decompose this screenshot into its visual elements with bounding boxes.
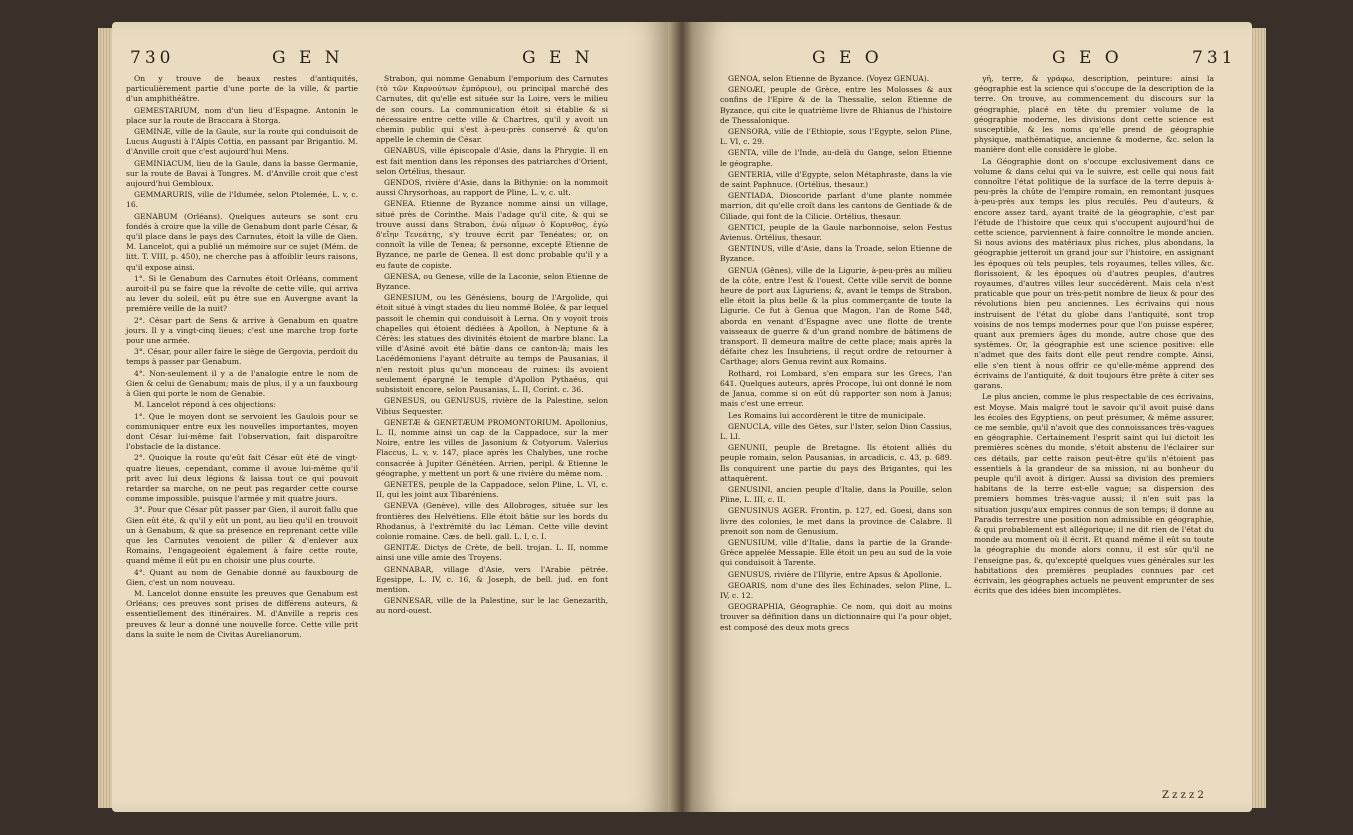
right-column-2: γῆ, terre, & γράφω, description, peinture: ainsi la géographie est la science qui s'occupe de la description de la terre. On trouve, au commencement du discours sur la géographie, placé en tête du premier volume de la géographie moderne, les divisions dont cette science est susceptible, & les noms qu'elle prend de géographie physique, mathématique, ancienne & moderne, &c. selon la manière dont elle considère le globe. La Géographie dont on s'occupe exclusivement dans ce volume & dans celui qui va le suivre, est celle qui nous fait connoître l'état politique de la surface de la terre depuis à-peu-près la chûte de l'empire romain, en remontant jusques à-peu-près aux temps les plus reculés. Peu d'auteurs, & encore assez tard, ayant traité de la géographie, c'est par l'étude de l'histoire que ceux qui s'occupent aujourd'hui de cette science, parviennent à faire connoître le monde ancien. Si nous avions des matériaux plus riches, plus abondans, la géographie jetteroit un grand jour sur l'histoire, en assignant les époques où tels peuples, tels royaumes, telles villes, &c. florissoient, & les époques où d'autres peuples, d'autres royaumes, d'autres villes leur succédèrent. Mais cela n'est praticable que pour un très-petit nombre de lieux & pour des révolutions bien peu anciennes. Les écrivains qui nous instruisent de l'état du globe dans l'antiquité, sont trop voisins de nos temps modernes pour que l'on puisse espérer, quant aux premiers âges du monde, autre chose que des systèmes. Or, la géographie est une science positive: elle n'admet que des faits dont elle peut rendre compte. Ainsi, elle s'en tient à nous offrir ce qu'elle-même apprend des écrivains de l'antiquité, & doit toujours être prête à citer ses garans. Le plus ancien, comme le plus respectable de ces écrivains, est Moyse. Mais malgré tout le savoir qu'il avoit puisé dans les écoles des Egyptiens, on peut présumer, & même assurer, ce me semble, qu'il n'avoit que des connoissances très-vagues en géographie. Certainement l'esprit saint qui lui dictoit les premières scènes du monde, s'étoit abstenu de l'éclairer sur ces détails, par cette raison peut-être qu'ils n'étoient pas essentiels à la grandeur de sa mission, ni au bonheur du peuple qu'il avoit à diriger. Aussi sa division des premiers habitans de la terre est-elle vague; sa dispersion des premiers hommes très-vague aussi; il n'en suit pas la situation jusqu'aux empires connus de son temps; il donne au Paradis terrestre une position non admissible en géographie, & qui probablement est allégorique; il ne dit rien de l'état du monde au moment où il écrit. Et quand même il eût su toute la géographie du monde alors connu, il est sûr qu'il ne l'enseigne pas, &, qu'excepté quelques vues générales sur les habitations des premières peuplades connues par cet écrivain, les géographes actuels ne peuvent emprunter de ses écrits que des idées bien incomplètes. <box>974 74 1214 596</box>
page-edges-right <box>1250 28 1266 808</box>
right-column-1: GENOA, selon Etienne de Byzance. (Voyez GENUA). GENOÆI, peuple de Grèce, entre les Molosses & aux confins de l'Epire & de la Thessalie, selon Etienne de Byzance, qui cite le quatrième livre de Rhianus de l'histoire de Thessalonique. GENSORA, ville de l'Ethiopie, sous l'Egypte, selon Pline, L. VI, c. 29. GENTA, ville de l'Inde, au-delà du Gange, selon Etienne le géographe. GENTERIA, ville d'Egypte, selon Métaphraste, dans la vie de saint Paphnuce. (Ortélius, thesaur.) GENTIADA. Dioscoride parlant d'une plante nommée marrion, dit qu'elle croît dans les cantons de Gentiade & de Ciliade, qui font de la Cilicie. Ortélius, thesaur. GENTICI, peuple de la Gaule narbonnoise, selon Festus Avienus. Ortélius, thesaur. GENTINUS, ville d'Asie, dans la Troade, selon Etienne de Byzance. GENUA (Gênes), ville de la Ligurie, à-peu-près au milieu de la côte, entre l'est & l'ouest. Cette ville servit de bonne heure de port aux Liguriens; &, avant le temps de Strabon, elle étoit la plus belle & la plus commerçante de toute la Ligurie. Ce fut à Genua que Magon, l'an de Rome 548, aborda en venant d'Espagne avec une flotte de trente vaisseaux de guerre & d'un grand nombre de bâtimens de transport. Il demeura maître de cette place; mais après la défaite chez les Insubriens, il reçut ordre de retourner à Carthage; alors Genua revint aux Romains. Rothard, roi Lombard, s'en empara sur les Grecs, l'an 641. Quelques auteurs, après Procope, lui ont donné le nom de Janua, comme si on eût dû rapporter son nom à Janus; mais c'est une erreur. Les Romains lui accordèrent le titre de municipale. GENUCLA, ville des Gètes, sur l'Ister, selon Dion Cassius, L. LI. GENUNII, peuple de Bretagne. Ils étoient alliés du peuple romain, selon Pausanias, in arcadicis, c. 43, p. 689. Ils conquirent une partie du pays des Brigantes, qui les attaquèrent. GENUSINI, ancien peuple d'Italie, dans la Pouille, selon Pline, L. III, c. II. GENUSINUS AGER. Frontin, p. 127, ed. Goesi, dans son livre des colonies, le met dans la province de Calabre. Il prenoit son nom de Genusium. GENUSIUM, ville d'Italie, dans la partie de la Grande-Grèce appelée Messapie. Elle étoit un peu au sud de la voie qui conduisoit à Tarente. GENUSUS, rivière de l'Illyrie, entre Apsus & Apollonie. GEOARIS, nom d'une des îles Echinades, selon Pline, L. IV, c. 12. GEOGRAPHIA, Géographie. Ce nom, qui doit au moins trouver sa définition dans un dictionnaire qui l'a pour objet, est composé des deux mots grecs <box>720 74 952 632</box>
right-header-geo-1: G E O <box>812 48 883 68</box>
right-header-geo-2: G E O <box>1052 48 1123 68</box>
left-page-number: 730 <box>130 48 175 68</box>
right-page-number: 731 <box>1192 48 1237 68</box>
left-page <box>112 22 672 812</box>
left-column-1: On y trouve de beaux restes d'antiquités, particulièrement partie d'une porte de la ville, & partie d'un amphithéâtre. GEMESTARIUM, nom d'un lieu d'Espagne. Antonin le place sur la route de Braccara à Storga. GEMINÆ, ville de la Gaule, sur la route qui conduisoit de Lucus Augusti à l'Alpis Cottia, en passant par Brigantio. M. d'Anville croit que c'est aujourd'hui Mens. GEMINIACUM, lieu de la Gaule, dans la basse Germanie, sur la route de Bavai à Tongres. M. d'Anville croit que c'est aujourd'hui Gembloux. GEMMARURIS, ville de l'Idumée, selon Ptolemée, L. v, c. 16. GENABUM (Orléans). Quelques auteurs se sont cru fondés à croire que la ville de Genabum dont parle César, & qu'il place dans le pays des Carnutes, étoit la ville de Gien. M. Lancelot, qui a publié un mémoire sur ce sujet (Mém. de litt. T. VIII, p. 450), ne cherche pas à affoiblir leurs raisons, qu'il expose ainsi. 1°. Si le Genabum des Carnutes étoit Orléans, comment auroit-il pu se faire que la révolte de cette ville, qui arriva au lever du soleil, eût pu être sue en Auvergne avant la première veille de la nuit? 2°. César part de Sens & arrive à Genabum en quatre jours. Il y a vingt-cinq lieues; c'est une marche trop forte pour une armée. 3°. César, pour aller faire le siège de Gergovia, perdoit du temps à passer par Genabum. 4°. Non-seulement il y a de l'analogie entre le nom de Gien & celui de Genabum; mais de plus, il y a un fauxbourg à Gien qui porte le nom de Genabie. M. Lancelot répond à ces objections: 1°. Que le moyen dont se servoient les Gaulois pour se communiquer entre eux les nouvelles importantes, moyen dont César lui-même fait l'observation, fait disparoître l'obstacle de la distance. 2°. Quoique la route qu'eût fait César eût été de vingt-quatre lieues, cependant, comme il avoue lui-même qu'il prit avec lui deux légions & laissa tout ce qui pouvoit retarder sa marche, on ne peut pas regarder cette course comme impossible, puisque l'armée y mit quatre jours. 3°. Pour que César pût passer par Gien, il auroit fallu que Gien eût été, & qu'il y eût un pont, au lieu qu'il en trouvoit un à Genabum, & que sa présence en reprenant cette ville que les Carnutes venoient de piller & d'enlever aux Romains, l'engageoient également à faire cette route, quand même il eût pu en choisir une plus courte. 4°. Quant au nom de Genabie donné au fauxbourg de Gien, c'est un nom nouveau. M. Lancelot donne ensuite les preuves que Genabum est Orléans; ces preuves sont prises de différens auteurs, & essentiellement des itinéraires. M. d'Anville a repris ces preuves & leur a donné une nouvelle force. Cette ville prit dans la suite le nom de Civitas Aurelianorum. <box>126 74 358 639</box>
left-header-gen-1: G E N <box>272 48 344 68</box>
left-header-gen-2: G E N <box>522 48 594 68</box>
left-column-2: Strabon, qui nomme Genabum l'emporium des Carnutes (τὸ τῶν Καρνούτων ἐμπόριον), ou principal marché des Carnutes, dit qu'elle est située sur la Loire, vers le milieu de son cours. La communication étoit si établie & si nécessaire entre cette ville & Chartres, qu'il y avoit un chemin public qui s'est à-peu-près conservé & qu'on appelle le chemin de César. GENABUS, ville épiscopale d'Asie, dans la Phrygie. Il en est fait mention dans les réponses des patriarches d'Orient, selon Ortélius, thesaur. GENDOS, rivière d'Asie, dans la Bithynie: on la nommoit aussi Chrysorhoas, au rapport de Pline, L. v, c. ult. GENEA. Etienne de Byzance nomme ainsi un village, situé près de Corinthe. Mais l'adage qu'il cite, & qui se trouve aussi dans Strabon, ἐνὼ αἴμων ὁ Κορινθος, ἐγὼ δ'εἴην Τενεάτης, s'y trouve écrit par Tenéates; or, on connoît la ville de Tenea; & personne, excepté Etienne de Byzance, ne parle de Genea. Il est donc probable qu'il y a eu faute de copiste. GENESA, ou Genese, ville de la Laconie, selon Etienne de Byzance. GENESIUM, ou les Génésiens, bourg de l'Argolide, qui étoit situé à vingt stades du lieu nommé Bolée, & par lequel passoit le chemin qui conduisoit à Lerna. On y voyoit trois chapelles qui étoient dédiées à Apollon, à Neptune & à Cérès: les statues des divinités étoient de marbre blanc. La ville d'Asiné avoit été bâtie dans ce canton-là; mais les Lacédémoniens l'ayant détruite au temps de Pausanias, il n'en restoit plus qu'un monceau de ruines: ils avoient seulement épargné le temple d'Apollon Pythaéus, qui subsistoit encore, selon Pausanias, L. II, Corint. c. 36. GENESUS, ou GENUSUS, rivière de la Palestine, selon Vibius Sequester. GENETÆ & GENETÆUM PROMONTORIUM. Apollonius, L. II, nomme ainsi un cap de la Cappadoce, sur la mer Noire, entre les villes de Jasonium & Cotyorum. Valerius Flaccus, L. v, v. 147, place après les Chalybes, une roche consacrée à Jupiter Génétéen. Arrien, peripl. & Etienne le géographe, y mettent un port & une rivière du même nom. GENETES, peuple de la Cappadoce, selon Pline, L. VI, c. II, qui les joint aux Tibaréniens. GENEVA (Genève), ville des Allobroges, située sur les frontières des Helvétiens. Elle étoit bâtie sur les bords du Rhodanus, à l'extrémité du lac Léman. Cette ville devint colonie romaine. Cæs. de bell. gall. L. I, c. I. GENITÆ. Dictys de Crète, de bell. trojan. L. II, nomme ainsi une ville amie des Troyens. GENNABAR, village d'Asie, vers l'Arabie pétrée. Egesippe, L. IV, c. 16, & Joseph, de bell. jud. en font mention. GENNESAR, ville de la Palestine, sur le lac Genezarith, au nord-ouest. <box>376 74 608 616</box>
right-page <box>692 22 1252 812</box>
signature-mark: Z z z z 2 <box>1162 790 1204 801</box>
